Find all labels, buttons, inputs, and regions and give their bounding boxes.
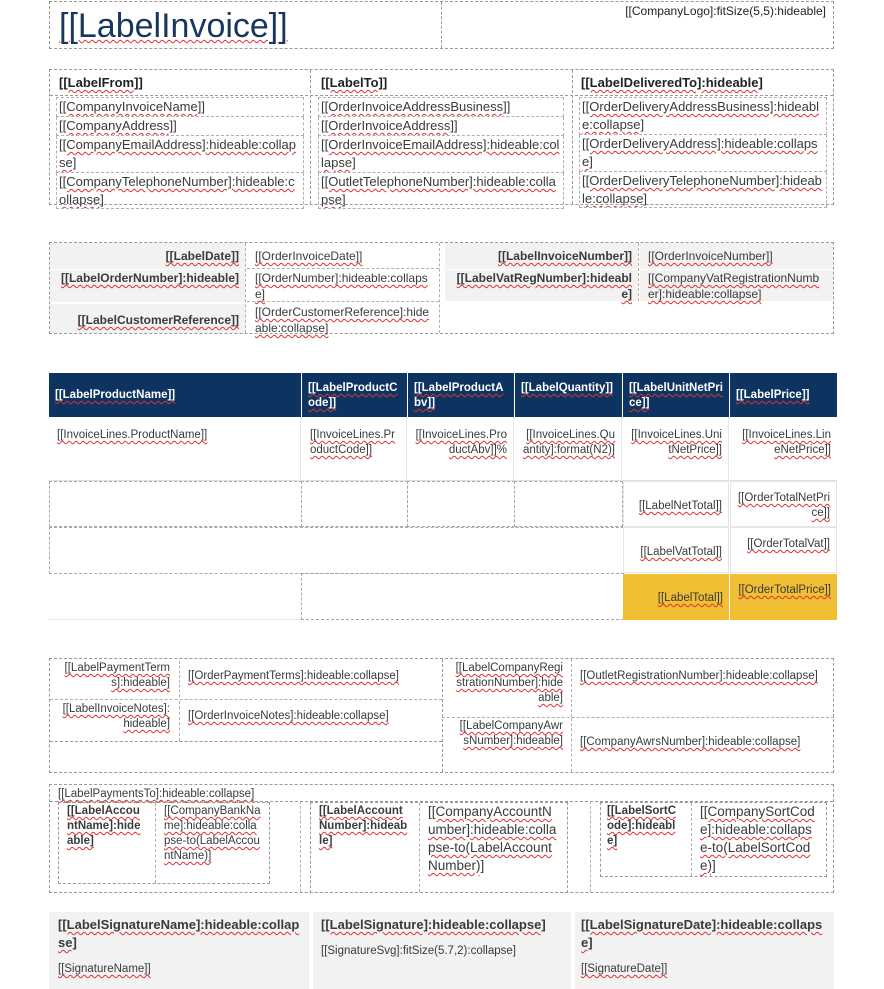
- sort-code-label: [[LabelSortCode]:hideable]: [607, 805, 676, 847]
- order-number-label: [[LabelOrderNumber]:hideable]: [50, 270, 245, 302]
- company-logo-placeholder: [[CompanyLogo]:fitSize(5,5):hideable]: [625, 4, 826, 18]
- column-header-quantity: [[LabelQuantity]]: [515, 373, 622, 417]
- signature-date-block: [575, 912, 834, 989]
- signature-svg-placeholder: [[SignatureSvg]:fitSize(5.7,2):collapse]: [321, 945, 516, 957]
- signature-name-block: [49, 912, 309, 989]
- invoice-title: [[LabelInvoice]]: [59, 7, 288, 45]
- column-header-product-code: [[LabelProductCode]]: [302, 373, 407, 417]
- from-line: [[CompanyInvoiceName]]: [56, 97, 304, 117]
- vat-reg-label: [[LabelVatRegNumber]:hideable]: [445, 270, 638, 301]
- cell-quantity: [[InvoiceLines.Quantity]:format(N2)]: [515, 417, 622, 481]
- account-name-value: [[CompanyBankName]:hideable:collapse-to(LabelAccountName)]: [155, 803, 269, 883]
- delivered-to-label: [[LabelDeliveredTo]:hideable]: [581, 75, 763, 90]
- account-name-label: [[LabelAccountName]:hideable]: [67, 805, 141, 847]
- invoice-details-section: [49, 242, 834, 334]
- company-registration-label: [[LabelCompanyRegistrationNumber]:hideable]: [455, 662, 563, 704]
- table-row: [49, 417, 837, 481]
- company-registration-value: [[OutletRegistrationNumber]:hideable:collapse]: [571, 659, 833, 717]
- from-line: [[CompanyAddress]]: [56, 117, 304, 136]
- date-label: [[LabelDate]]: [50, 243, 245, 269]
- to-line: [[OrderInvoiceEmailAddress]:hideable:collapse]: [318, 136, 564, 173]
- cell-unit-net-price: [[InvoiceLines.UnitNetPrice]]: [623, 417, 729, 481]
- delivered-line: [[OrderDeliveryAddress]:hideable:collapse]: [579, 135, 827, 172]
- column-header-product-name: [[LabelProductName]]: [49, 373, 301, 417]
- signature-date-label: [[LabelSignatureDate]:hideable:collapse]: [581, 917, 823, 950]
- awrs-number-label: [[LabelCompanyAwrsNumber]:hideable]: [459, 720, 563, 747]
- invoice-lines-table: [49, 373, 837, 620]
- to-line: [[OrderInvoiceAddress]]: [318, 117, 564, 136]
- delivered-line: [[OrderDeliveryAddressBusiness]:hideable:collapse]: [579, 97, 827, 135]
- signature-block: [313, 912, 571, 989]
- terms-section: [49, 658, 834, 773]
- cell-product-abv: [[InvoiceLines.ProductAbv]]%: [408, 417, 514, 481]
- delivered-address: [579, 97, 827, 208]
- invoice-notes-value: [[OrderInvoiceNotes]:hideable:collapse]: [179, 701, 441, 741]
- column-header-price: [[LabelPrice]]: [730, 373, 837, 417]
- customer-reference-label: [[LabelCustomerReference]]: [50, 304, 245, 333]
- cell-line-net-price: [[InvoiceLines.LineNetPrice]]: [742, 429, 831, 456]
- total-label: [[LabelTotal]]: [623, 574, 729, 620]
- vat-reg-value: [[CompanyVatRegistrationNumber]:hideable:collapse]: [640, 270, 833, 301]
- from-label: [[LabelFrom]]: [59, 75, 143, 90]
- delivered-line: [[OrderDeliveryTelephoneNumber]:hideable:collapse]: [579, 172, 827, 208]
- to-label: [[LabelTo]]: [321, 75, 388, 90]
- payments-to-label: [[LabelPaymentsTo]:hideable:collapse]: [58, 788, 255, 800]
- signature-date-value: [[SignatureDate]]: [581, 963, 668, 975]
- payment-terms-value: [[OrderPaymentTerms]:hideable:collapse]: [179, 661, 441, 697]
- cell-product-code: [[InvoiceLines.ProductCode]]: [302, 417, 407, 481]
- vat-total-label: [[LabelVatTotal]]: [623, 527, 729, 573]
- invoice-header: [49, 1, 834, 49]
- total-value: [[OrderTotalPrice]]: [730, 574, 837, 620]
- column-header-product-abv: [[LabelProductAbv]]: [408, 373, 514, 417]
- customer-reference-value: [[OrderCustomerReference]:hideable:collapse]: [255, 305, 430, 335]
- signature-name-label: [[LabelSignatureName]:hideable:collapse]: [58, 917, 300, 950]
- date-value: [[OrderInvoiceDate]]: [247, 243, 439, 269]
- signature-label: [[LabelSignature]:hideable:collapse]: [321, 917, 546, 932]
- invoice-number-label: [[LabelInvoiceNumber]]: [445, 243, 638, 269]
- from-line: [[CompanyTelephoneNumber]:hideable:collapse]: [56, 173, 304, 209]
- invoice-notes-label: [[LabelInvoiceNotes]:hideable]: [62, 703, 170, 730]
- payments-section: [49, 784, 834, 893]
- to-line: [[OrderInvoiceAddressBusiness]]: [318, 97, 564, 117]
- account-name-block: [58, 802, 270, 884]
- payment-terms-label: [[LabelPaymentTerms]:hideable]: [64, 662, 170, 689]
- order-number-value: [[OrderNumber]:hideable:collapse]: [247, 270, 439, 302]
- from-line: [[CompanyEmailAddress]:hideable:collapse]: [56, 136, 304, 173]
- account-number-label: [[LabelAccountNumber]:hideable]: [319, 805, 408, 847]
- vat-total-value: [[OrderTotalVat]]: [730, 527, 837, 573]
- net-total-value: [[OrderTotalNetPrice]]: [730, 481, 837, 527]
- addresses-section: [49, 69, 834, 205]
- column-header-unit-net-price: [[LabelUnitNetPrice]]: [623, 373, 729, 417]
- net-total-label: [[LabelNetTotal]]: [623, 481, 729, 527]
- to-address: [318, 97, 564, 209]
- account-number-block: [310, 802, 568, 893]
- signature-name-value: [[SignatureName]]: [58, 963, 151, 975]
- from-address: [56, 97, 304, 209]
- sort-code-value: [[CompanySortCode]:hideable:collapse-to(LabelSortCode)]: [691, 803, 826, 876]
- account-number-value: [[CompanyAccountNumber]:hideable:collapse-to(LabelAccountNumber)]: [419, 803, 567, 892]
- invoice-number-value: [[OrderInvoiceNumber]]: [640, 243, 833, 269]
- sort-code-block: [600, 802, 827, 877]
- to-line: [[OutletTelephoneNumber]:hideable:collapse]: [318, 173, 564, 209]
- awrs-number-value: [[CompanyAwrsNumber]:hideable:collapse]: [571, 718, 833, 772]
- cell-product-name: [[InvoiceLines.ProductName]]: [49, 417, 301, 481]
